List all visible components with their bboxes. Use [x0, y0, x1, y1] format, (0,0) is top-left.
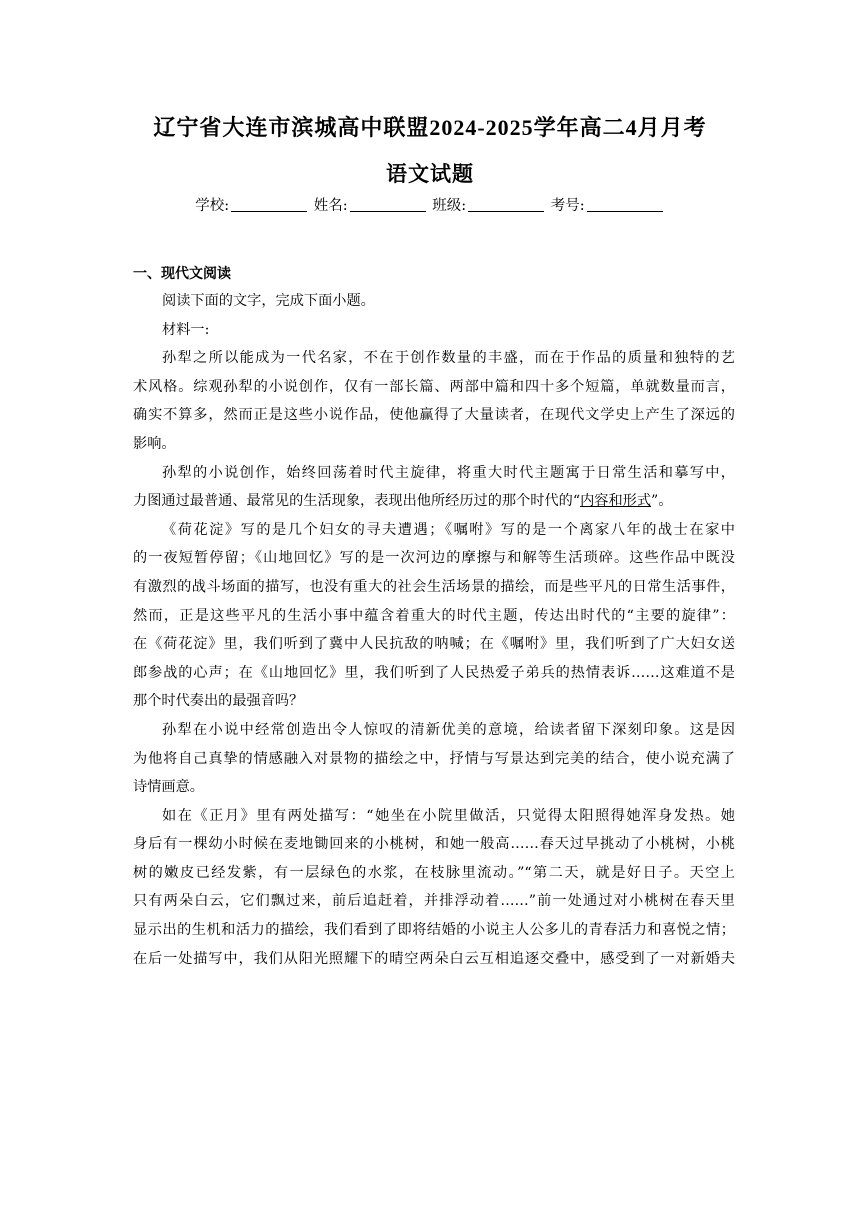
paragraph-4 — [133, 716, 735, 802]
text-line: 《荷花淀》写的是几个妇女的寻夫遭遇；《嘱咐》写的是一个离家八年的战士在家中 — [162, 521, 735, 538]
text-line: 为他将自己真挚的情感融入对景物的描绘之中，抒情与写景达到完美的结合，使小说充满了 — [133, 750, 735, 767]
text-line: 确实不算多，然而正是这些小说作品，使他赢得了大量读者，在现代文学史上产生了深远的 — [133, 407, 735, 424]
page-title: 辽宁省大连市滨城高中联盟2024-2025学年高二4月月考 — [153, 115, 707, 140]
text-fragment: 力图通过最普通、最常见的生活现象，表现出他所经历过的那个时代的“ — [133, 493, 581, 510]
text-line: 那个时代奏出的最强音吗？ — [133, 693, 304, 710]
name-label: 姓名: — [313, 198, 348, 214]
name-blank[interactable] — [350, 197, 426, 212]
text-fragment: ”。 — [651, 493, 673, 510]
text-line: 孙犁在小说中经常创造出令人惊叹的清新优美的意境，给读者留下深刻印象。这是因 — [162, 721, 735, 738]
paragraph-3 — [133, 516, 735, 716]
paragraph-2 — [133, 459, 735, 516]
exam-no-label: 考号: — [550, 198, 585, 214]
text-line: 术风格。综观孙犁的小说创作，仅有一部长篇、两部中篇和四十多个短篇，单就数量而言， — [133, 378, 735, 395]
section-heading: 一、现代文阅读 — [133, 266, 231, 282]
text-line: 影响。 — [133, 435, 176, 452]
text-line: 身后有一棵幼小时候在麦地锄回来的小桃树，和她一般高……春天过早挑动了小桃树，小桃 — [133, 836, 735, 853]
school-label: 学校: — [195, 198, 230, 214]
text-line: 诗情画意。 — [133, 779, 204, 796]
passage-body — [133, 287, 735, 973]
paragraph-5 — [133, 802, 735, 974]
page-subtitle: 语文试题 — [386, 161, 474, 186]
exam-no-blank[interactable] — [587, 197, 663, 212]
class-label: 班级: — [432, 198, 467, 214]
underlined-phrase: 内容和形式 — [580, 493, 652, 510]
instruction-line: 阅读下面的文字，完成下面小题。 — [162, 293, 375, 309]
student-info-line — [0, 194, 860, 218]
text-line: 郎参战的心声；在《山地回忆》里，我们听到了人民热爱子弟兵的热情表诉……这难道不是 — [133, 664, 735, 681]
text-line: 只有两朵白云，它们飘过来，前后追赶着，并排浮动着……”前一处通过对小桃树在春天里 — [133, 893, 735, 910]
text-line: 如在《正月》里有两处描写：“她坐在小院里做活，只觉得太阳照得她浑身发热。她 — [162, 807, 735, 824]
text-line: 的一夜短暂停留；《山地回忆》写的是一次河边的摩擦与和解等生活琐碎。这些作品中既没 — [133, 550, 735, 567]
text-line: 在后一处描写中，我们从阳光照耀下的晴空两朵白云互相追逐交叠中，感受到了一对新婚夫 — [133, 950, 735, 967]
text-line: 在《荷花淀》里，我们听到了冀中人民抗敌的呐喊；在《嘱咐》里，我们听到了广大妇女送 — [133, 636, 735, 653]
text-line: 树的嫩皮已经发紫，有一层绿色的水浆，在枝脉里流动。”“第二天，就是好日子。天空上 — [133, 864, 735, 881]
text-line: 显示出的生机和活力的描绘，我们看到了即将结婚的小说主人公多儿的青春活力和喜悦之情； — [133, 922, 735, 939]
school-blank[interactable] — [231, 197, 307, 212]
class-blank[interactable] — [468, 197, 544, 212]
text-line: 孙犁之所以能成为一代名家，不在于创作数量的丰盛，而在于作品的质量和独特的艺 — [162, 350, 735, 367]
text-line: 孙犁的小说创作，始终回荡着时代主旋律，将重大时代主题寓于日常生活和摹写中， — [162, 464, 735, 481]
paragraph-1 — [133, 344, 735, 458]
material-label: 材料一: — [162, 321, 210, 338]
text-line-with-underline — [133, 487, 735, 516]
text-line: 有激烈的战斗场面的描写，也没有重大的社会生活场景的描绘，而是些平凡的日常生活事件， — [133, 578, 735, 595]
text-line: 然而，正是这些平凡的生活小事中蕴含着重大的时代主题，传达出时代的“主要的旋律”： — [133, 607, 735, 624]
